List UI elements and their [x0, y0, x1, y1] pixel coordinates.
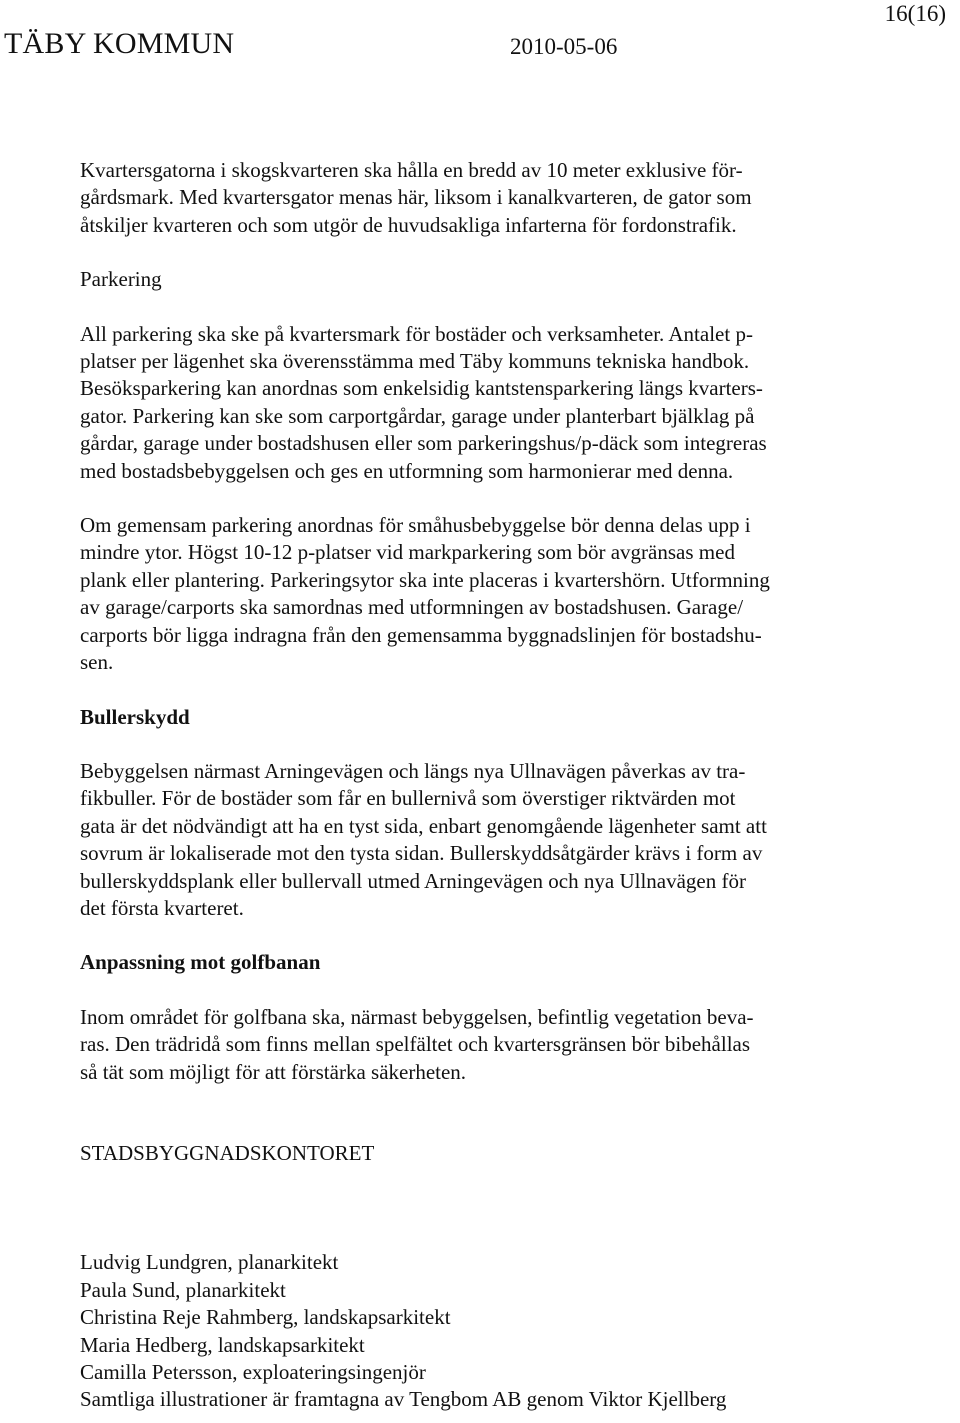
text-line: plank eller plantering. Parkeringsytor ska inte placeras i kvartershörn. Utformning — [80, 567, 770, 592]
header-organization: TÄBY KOMMUN — [4, 27, 235, 60]
text-line: åtskiljer kvarteren och som utgör de huvudsakliga infarterna för fordonstrafik. — [80, 212, 737, 237]
section-title-bullerskydd: Bullerskydd — [80, 704, 190, 729]
text-line: carports bör ligga indragna från den gemensamma byggnadslinjen för bostadshu- — [80, 622, 762, 647]
signature-line: Camilla Petersson, exploateringsingenjör — [80, 1360, 426, 1384]
document-body — [80, 157, 880, 1414]
text-line: sovrum är lokaliserade mot den tysta sidan. Bullerskyddsåtgärder krävs i form av — [80, 841, 763, 866]
text-line: det första kvarteret. — [80, 895, 244, 920]
text-line: platser per lägenhet ska överensstämma med Täby kommuns tekniska handbok. — [80, 349, 750, 374]
bullerskydd-paragraph — [80, 758, 880, 922]
signature-line: Ludvig Lundgren, planarkitekt — [80, 1250, 339, 1275]
text-line: Kvartersgatorna i skogskvarteren ska hålla en bredd av 10 meter exklusive för- — [80, 158, 743, 182]
section-title-golfbana: Anpassning mot golfbanan — [80, 950, 321, 975]
section-title-parkering: Parkering — [80, 267, 162, 292]
signature-line: Samtliga illustrationer är framtagna av Tengbom AB genom Viktor Kjellberg — [80, 1387, 727, 1412]
golfbana-paragraph — [80, 1004, 880, 1086]
text-line: med bostadsbebyggelsen och ges en utformning som harmonierar med denna. — [80, 458, 734, 483]
text-line: Bebyggelsen närmast Arningevägen och längs nya Ullnavägen påverkas av tra- — [80, 758, 746, 783]
parkering-paragraph-1 — [80, 321, 880, 485]
text-line: gårdsmark. Med kvartersgator menas här, liksom i kanalkvarteren, de gator som — [80, 185, 752, 210]
parkering-paragraph-2 — [80, 512, 880, 676]
signature-line: Maria Hedberg, landskapsarkitekt — [80, 1332, 365, 1357]
page-number: 16(16) — [884, 1, 946, 26]
signature-line: Christina Reje Rahmberg, landskapsarkitekt — [80, 1305, 451, 1330]
text-line: ras. Den trädridå som finns mellan spelfältet och kvartersgränsen bör bibehållas — [80, 1032, 751, 1057]
text-line: mindre ytor. Högst 10-12 p-platser vid markparkering som bör avgränsas med — [80, 540, 735, 565]
text-line: gata är det nödvändigt att ha en tyst sida, enbart genomgående lägenheter samt att — [80, 813, 767, 838]
text-line: gator. Parkering kan ske som carportgårdar, garage under planterbart bjälklag på — [80, 403, 755, 428]
signature-line: Paula Sund, planarkitekt — [80, 1277, 286, 1302]
text-line: så tät som möjligt för att förstärka säkerheten. — [80, 1059, 467, 1084]
intro-paragraph — [80, 157, 880, 239]
text-line: Om gemensam parkering anordnas för småhusbebyggelse bör denna delas upp i — [80, 513, 751, 538]
text-line: Besöksparkering kan anordnas som enkelsidig kantstensparkering längs kvarters- — [80, 376, 763, 401]
text-line: All parkering ska ske på kvartersmark för bostäder och verksamheter. Antalet p- — [80, 321, 753, 346]
text-line: fikbuller. För de bostäder som får en bullernivå som överstiger riktvärden mot — [80, 786, 736, 811]
text-line: Inom området för golfbana ska, närmast bebyggelsen, befintlig vegetation beva- — [80, 1004, 754, 1029]
signature-list — [80, 1249, 880, 1413]
text-line: sen. — [80, 650, 114, 675]
text-line: gårdar, garage under bostadshusen eller som parkeringshus/p-däck som integreras — [80, 431, 767, 456]
text-line: av garage/carports ska samordnas med utformningen av bostadshusen. Garage/ — [80, 595, 744, 620]
text-line: bullerskyddsplank eller bullervall utmed Arningevägen och nya Ullnavägen för — [80, 868, 746, 893]
header-date: 2010-05-06 — [510, 34, 618, 59]
office-name: STADSBYGGNADSKONTORET — [80, 1140, 375, 1165]
